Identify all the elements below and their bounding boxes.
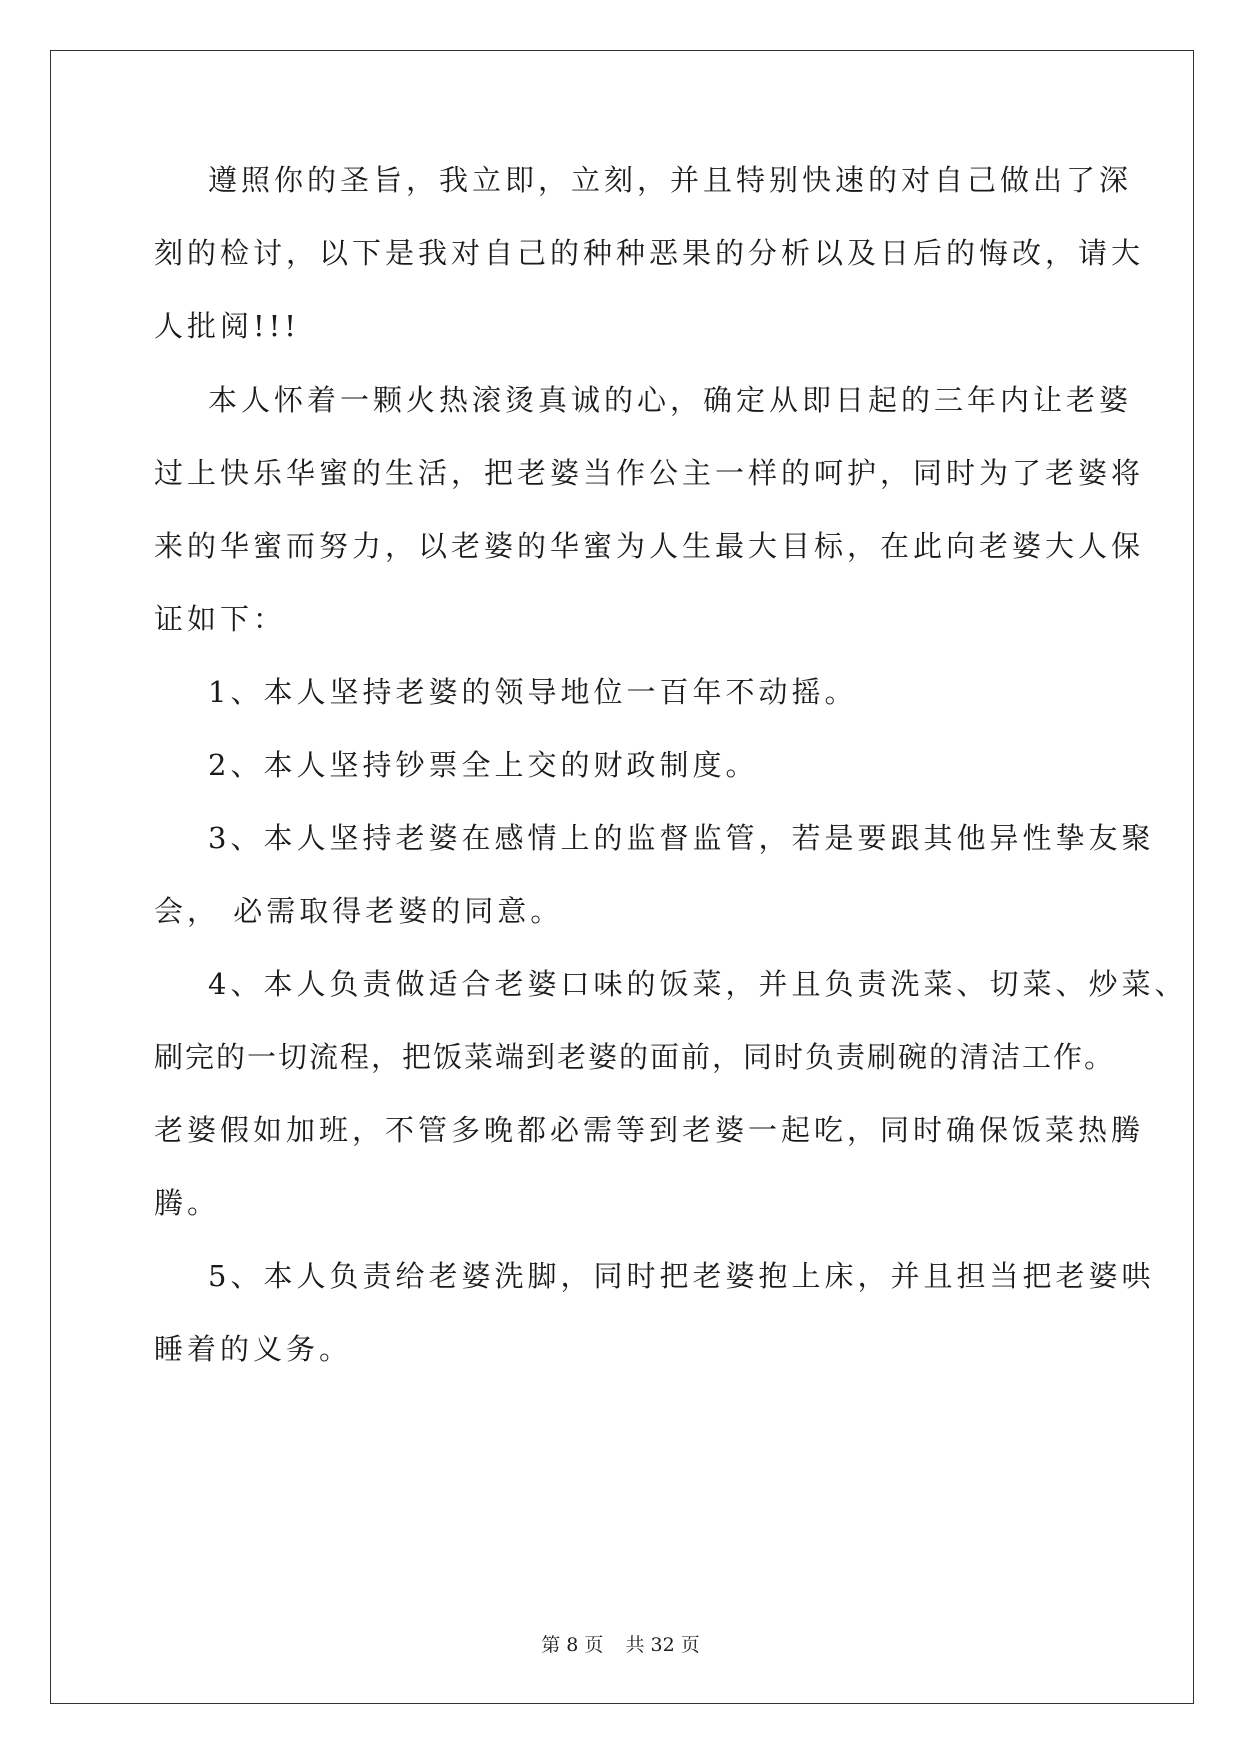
text-line: 人批阅!!! [154,309,300,343]
text-line: 刻的检讨，以下是我对自己的种种恶果的分析以及日后的悔改，请大 [154,236,1145,270]
text-line: 会， 必需取得老婆的同意。 [154,894,564,928]
text-line: 睡着的义务。 [154,1332,353,1366]
text-line: 刷完的一切流程，把饭菜端到老婆的面前，同时负责刷碗的清洁工作。 [154,1040,1116,1074]
list-item-4: 4、本人负责做适合老婆口味的饭菜，并且负责洗菜、切菜、炒菜、 [208,967,1188,1001]
text-line: 腾。 [154,1186,221,1220]
text-line: 来的华蜜而努力，以老婆的华蜜为人生最大目标，在此向老婆大人保 [154,529,1145,563]
page-number: 第 8 页 [541,1634,604,1656]
page-footer [0,1633,1241,1657]
list-item-3: 3、本人坚持老婆在感情上的监督监管，若是要跟其他异性挚友聚 [208,821,1155,855]
text-line: 遵照你的圣旨，我立即，立刻，并且特别快速的对自己做出了深 [208,163,1133,197]
text-line: 证如下： [154,602,287,636]
list-item-1: 1、本人坚持老婆的领导地位一百年不动摇。 [208,675,858,709]
text-line: 本人怀着一颗火热滚烫真诚的心，确定从即日起的三年内让老婆 [208,383,1133,417]
list-item-2: 2、本人坚持钞票全上交的财政制度。 [208,748,759,782]
page-border [50,50,1194,1704]
text-line: 老婆假如加班，不管多晚都必需等到老婆一起吃，同时确保饭菜热腾 [154,1113,1145,1147]
list-item-5: 5、本人负责给老婆洗脚，同时把老婆抱上床，并且担当把老婆哄 [208,1259,1155,1293]
page-total: 共 32 页 [625,1634,700,1656]
text-line: 过上快乐华蜜的生活，把老婆当作公主一样的呵护，同时为了老婆将 [154,456,1145,490]
